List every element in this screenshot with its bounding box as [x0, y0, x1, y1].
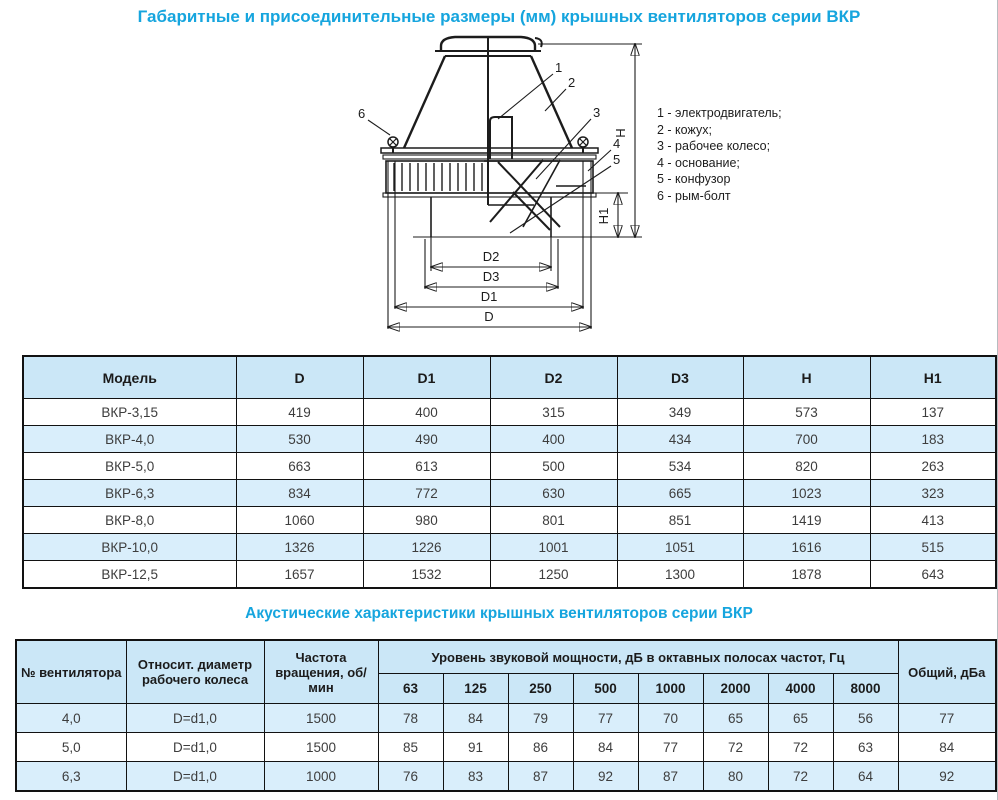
table-cell: 573	[743, 399, 870, 426]
table-cell: 76	[378, 762, 443, 792]
table-cell: 4,0	[16, 704, 126, 733]
drawing-legend	[657, 105, 782, 204]
table-row	[23, 507, 996, 534]
table-cell: 85	[378, 733, 443, 762]
column-header-2000hz: 2000	[703, 674, 768, 704]
rym-bolt-left	[388, 137, 398, 153]
table-cell: 1878	[743, 561, 870, 589]
table-cell: 83	[443, 762, 508, 792]
part-number-5: 5	[613, 152, 621, 167]
table-cell: 79	[508, 704, 573, 733]
table-cell: 86	[508, 733, 573, 762]
fan-drawing-area	[0, 27, 998, 355]
table-cell: 77	[898, 704, 996, 733]
table-row	[23, 399, 996, 426]
dim-label-d: D	[484, 309, 494, 324]
table-cell: 87	[508, 762, 573, 792]
table-cell: 1500	[264, 704, 378, 733]
table-cell: ВКР-6,3	[23, 480, 236, 507]
column-header-125hz: 125	[443, 674, 508, 704]
table-cell: 772	[363, 480, 490, 507]
part-number-1: 1	[555, 60, 563, 75]
table-cell: 643	[870, 561, 996, 589]
legend-item: 4 - основание;	[657, 155, 740, 170]
table-cell: 1000	[264, 762, 378, 792]
column-header-total: Общий, дБа	[898, 640, 996, 704]
table-cell: 87	[638, 762, 703, 792]
table-cell: 1326	[236, 534, 363, 561]
table-cell: 84	[898, 733, 996, 762]
part-number-4: 4	[613, 136, 621, 151]
table-cell: 801	[490, 507, 617, 534]
table-cell: 490	[363, 426, 490, 453]
table-cell: D=d1,0	[126, 733, 264, 762]
legend-item: 5 - конфузор	[657, 172, 731, 186]
table-cell: 70	[638, 704, 703, 733]
column-header-250hz: 250	[508, 674, 573, 704]
table-cell: 1226	[363, 534, 490, 561]
dim-label-h1: H1	[596, 207, 611, 225]
rym-bolt-right	[578, 137, 588, 153]
dim-label-h: H	[613, 128, 628, 138]
dim-label-d3: D3	[482, 269, 500, 284]
table-cell: 1657	[236, 561, 363, 589]
table-cell: D=d1,0	[126, 762, 264, 792]
column-header-d: D	[236, 356, 363, 399]
column-header-63hz: 63	[378, 674, 443, 704]
table-cell: 663	[236, 453, 363, 480]
table-cell: 1060	[236, 507, 363, 534]
table-cell: 1300	[617, 561, 743, 589]
table-cell: 820	[743, 453, 870, 480]
table-cell: 263	[870, 453, 996, 480]
part-number-2: 2	[568, 75, 576, 90]
table-cell: 851	[617, 507, 743, 534]
table-cell: 1023	[743, 480, 870, 507]
table-cell: 1532	[363, 561, 490, 589]
column-header-speed: Частота вращения, об/мин	[264, 640, 378, 704]
table-cell: ВКР-8,0	[23, 507, 236, 534]
page-title: Габаритные и присоединительные размеры (мм) крышных вентиляторов серии ВКР	[137, 7, 861, 26]
table-cell: 665	[617, 480, 743, 507]
column-header-1000hz: 1000	[638, 674, 703, 704]
table-cell: 980	[363, 507, 490, 534]
column-header-500hz: 500	[573, 674, 638, 704]
table-cell: 56	[833, 704, 898, 733]
table-row	[23, 453, 996, 480]
table-cell: 6,3	[16, 762, 126, 792]
table-cell: 64	[833, 762, 898, 792]
table-cell: 5,0	[16, 733, 126, 762]
table-cell: 1419	[743, 507, 870, 534]
part-number-6: 6	[358, 106, 366, 121]
table-cell: 183	[870, 426, 996, 453]
table-cell: 72	[768, 733, 833, 762]
table-cell: ВКР-4,0	[23, 426, 236, 453]
dimensions-table	[22, 355, 997, 589]
table-cell: 91	[443, 733, 508, 762]
table-cell: 1051	[617, 534, 743, 561]
table-cell: 534	[617, 453, 743, 480]
column-header-8000hz: 8000	[833, 674, 898, 704]
fan-technical-drawing	[338, 27, 650, 349]
table-cell: 530	[236, 426, 363, 453]
table-cell: 1500	[264, 733, 378, 762]
column-header-4000hz: 4000	[768, 674, 833, 704]
table-cell: 315	[490, 399, 617, 426]
table-cell: 137	[870, 399, 996, 426]
fan-outline	[381, 37, 601, 237]
table-cell: 65	[768, 704, 833, 733]
table-cell: 323	[870, 480, 996, 507]
column-header-d3: D3	[617, 356, 743, 399]
table-cell: ВКР-12,5	[23, 561, 236, 589]
table-cell: D=d1,0	[126, 704, 264, 733]
table-cell: 413	[870, 507, 996, 534]
column-header-spl-group: Уровень звуковой мощности, дБ в октавных полосах частот, Гц	[378, 640, 898, 674]
table-row	[16, 704, 996, 733]
table-cell: 700	[743, 426, 870, 453]
table-cell: 92	[898, 762, 996, 792]
dimensions-table-header-row	[23, 356, 996, 399]
table-cell: 1616	[743, 534, 870, 561]
table-row	[23, 480, 996, 507]
part-number-3: 3	[593, 105, 601, 120]
table-row	[16, 762, 996, 792]
table-cell: 1001	[490, 534, 617, 561]
table-cell: 77	[638, 733, 703, 762]
column-header-model: Модель	[23, 356, 236, 399]
table-cell: 613	[363, 453, 490, 480]
table-cell: 1250	[490, 561, 617, 589]
table-cell: 400	[490, 426, 617, 453]
dim-label-d2: D2	[482, 249, 500, 264]
table-cell: 400	[363, 399, 490, 426]
table-cell: 63	[833, 733, 898, 762]
column-header-h: H	[743, 356, 870, 399]
column-header-h1: H1	[870, 356, 996, 399]
table-cell: 515	[870, 534, 996, 561]
table-cell: 434	[617, 426, 743, 453]
legend-item: 6 - рым-болт	[657, 188, 731, 203]
acoustics-title: Акустические характеристики крышных вентиляторов серии ВКР	[245, 605, 753, 622]
table-cell: 92	[573, 762, 638, 792]
table-cell: 500	[490, 453, 617, 480]
table-cell: 419	[236, 399, 363, 426]
table-cell: ВКР-5,0	[23, 453, 236, 480]
table-cell: 65	[703, 704, 768, 733]
column-header-rel-diameter: Относит. диаметр рабочего колеса	[126, 640, 264, 704]
table-cell: 349	[617, 399, 743, 426]
table-cell: 84	[443, 704, 508, 733]
table-cell: 72	[703, 733, 768, 762]
table-cell: 77	[573, 704, 638, 733]
table-row	[23, 426, 996, 453]
acoustics-table	[15, 639, 997, 792]
table-row	[23, 561, 996, 589]
column-header-d2: D2	[490, 356, 617, 399]
legend-item: 3 - рабочее колесо;	[657, 139, 771, 153]
table-cell: 84	[573, 733, 638, 762]
column-header-d1: D1	[363, 356, 490, 399]
table-cell: 630	[490, 480, 617, 507]
table-cell: ВКР-10,0	[23, 534, 236, 561]
legend-item: 1 - электродвигатель;	[657, 106, 782, 120]
table-cell: 72	[768, 762, 833, 792]
legend-item: 2 - кожух;	[657, 122, 712, 137]
table-cell: 80	[703, 762, 768, 792]
table-cell: 78	[378, 704, 443, 733]
column-header-fan-no: № вентилятора	[16, 640, 126, 704]
table-cell: 834	[236, 480, 363, 507]
table-row	[23, 534, 996, 561]
dim-label-d1: D1	[480, 289, 498, 304]
table-row	[16, 733, 996, 762]
acoustics-header-row-1	[16, 640, 996, 674]
table-cell: ВКР-3,15	[23, 399, 236, 426]
